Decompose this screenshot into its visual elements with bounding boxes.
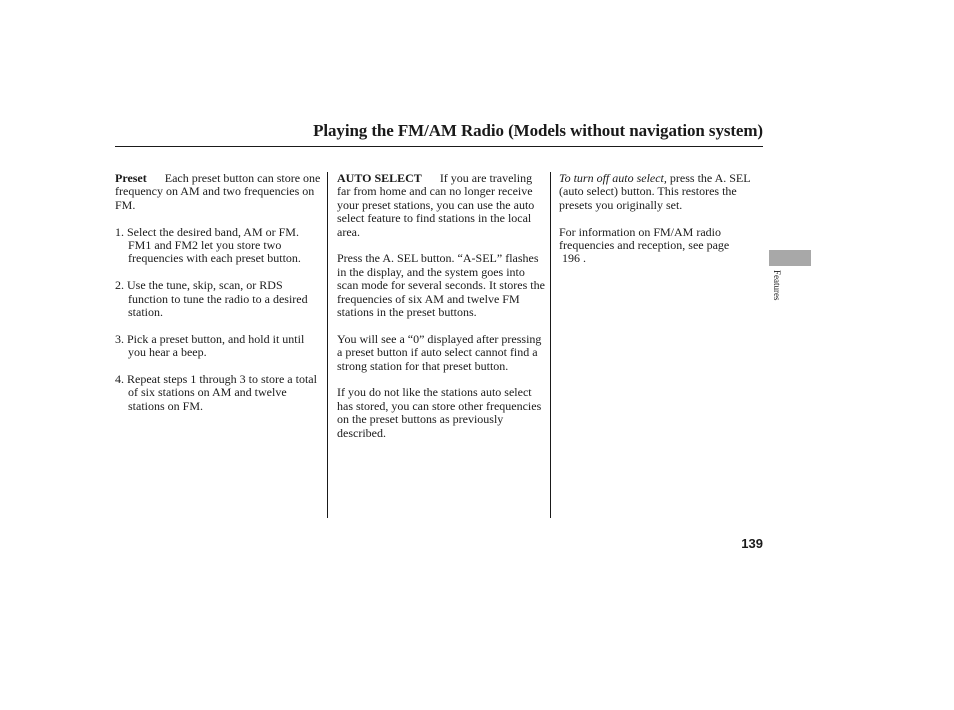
zero-display-paragraph: You will see a “0” displayed after pressing a preset button if auto select cannot find a strong station for that preset button. [337, 331, 542, 373]
step-3: 3. Pick a preset button, and hold it until you hear a beep. [115, 331, 305, 360]
page-title: Playing the FM/AM Radio (Models without navigation system) [313, 121, 763, 140]
info-text: For information on FM/AM radio frequencies and reception, see page [559, 224, 730, 253]
store-other-paragraph: If you do not like the stations auto select has stored, you can store other frequencies on the preset buttons as previously described. [337, 385, 542, 440]
press-asel-paragraph: Press the A. SEL button. “A-SEL” flashes in the display, and the system goes into scan mode for several seconds. It stores the frequencies of six AM and twelve FM stations in the preset buttons. [337, 251, 545, 320]
info-paragraph [559, 226, 759, 266]
preset-text: Each preset button can store one frequency on AM and two frequencies on FM. [115, 171, 321, 212]
auto-select-heading: AUTO SELECT [337, 171, 422, 185]
section-tab-marker [769, 250, 811, 266]
page-reference-link[interactable]: 196 [562, 251, 580, 266]
info-period: . [580, 251, 586, 266]
step-4: 4. Repeat steps 1 through 3 to store a total of six stations on AM and twelve stations on FM. [115, 372, 317, 413]
page-number: 139 [741, 536, 763, 551]
section-tab-label: Features [772, 270, 782, 301]
step-1: 1. Select the desired band, AM or FM. FM1 and FM2 let you store two frequencies with each preset button. [115, 224, 301, 266]
column-3 [559, 172, 759, 279]
preset-heading: Preset [115, 171, 147, 185]
step-2: 2. Use the tune, skip, scan, or RDS function to tune the radio to a desired station. [115, 278, 308, 320]
preset-paragraph [115, 172, 325, 212]
column-divider-1 [327, 172, 328, 518]
title-rule [115, 146, 763, 147]
column-divider-2 [550, 172, 551, 518]
auto-select-text: If you are traveling far from home and can no longer receive your preset stations, you can use the auto select feature to find stations in the local area. [337, 171, 535, 239]
column-2 [337, 172, 545, 453]
column-1 [115, 172, 325, 427]
turn-off-label: To turn off auto select, [559, 171, 667, 185]
turn-off-text: press the A. SEL (auto select) button. This restores the presets you originally set. [559, 171, 751, 212]
auto-select-paragraph [337, 172, 545, 239]
turn-off-paragraph [559, 172, 759, 212]
